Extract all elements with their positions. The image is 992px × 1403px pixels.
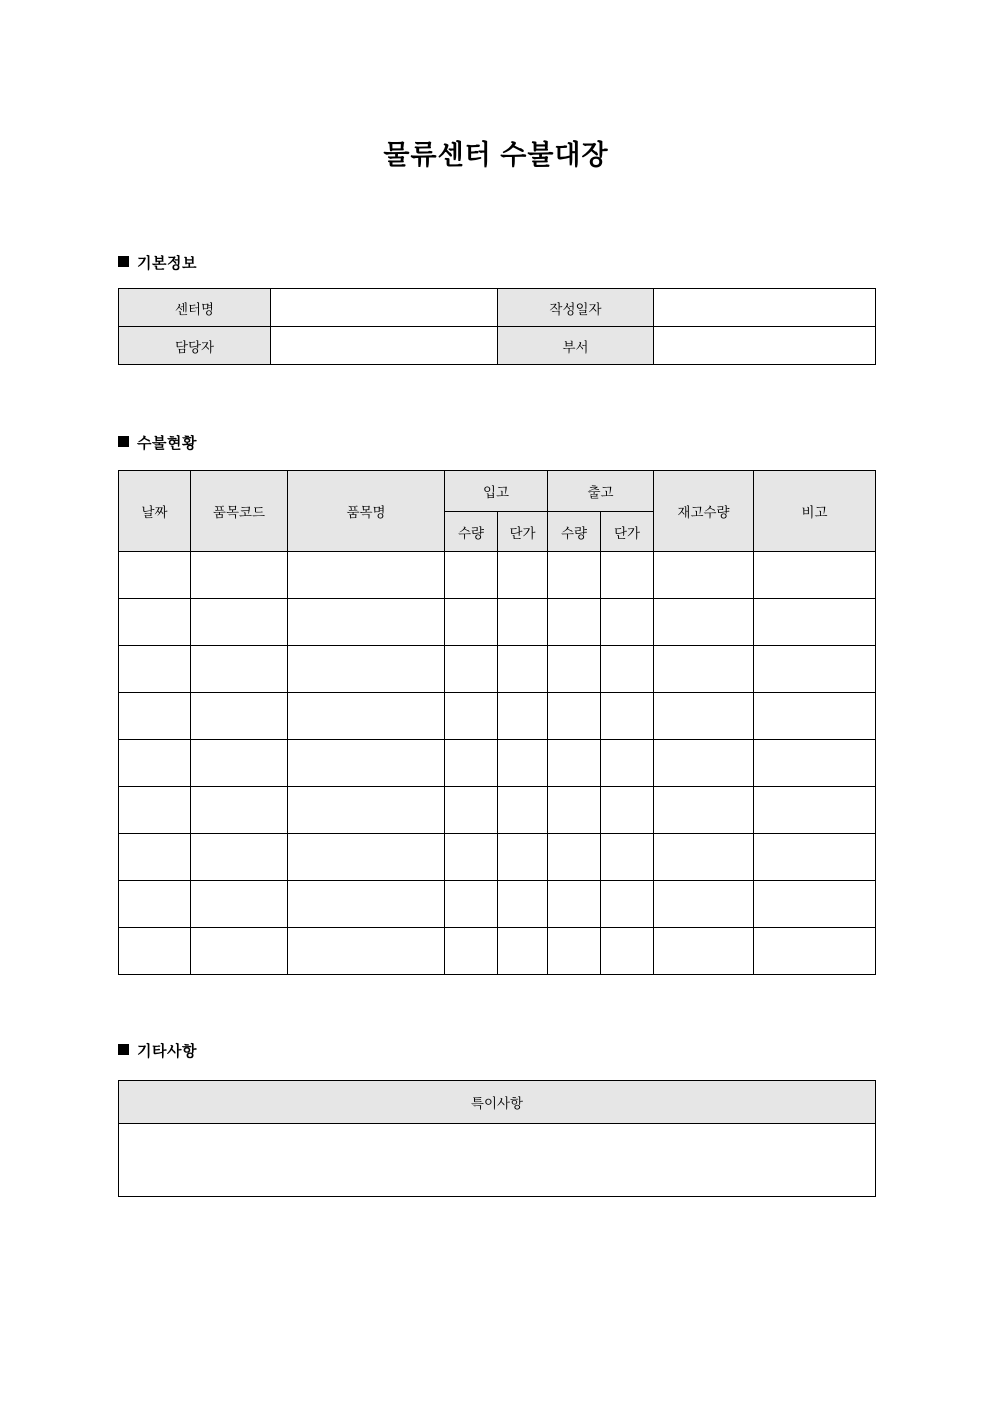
column-header-outbound-quantity: 수량 (548, 512, 601, 552)
other-matters-table (118, 1080, 876, 1197)
table-row (119, 787, 876, 834)
value-written-date[interactable] (654, 289, 876, 327)
cell-item-name[interactable] (288, 693, 445, 740)
value-person-in-charge[interactable] (271, 327, 498, 365)
cell-outbound-unit-price[interactable] (601, 928, 654, 975)
cell-stock-quantity[interactable] (654, 787, 754, 834)
cell-item-code[interactable] (191, 787, 288, 834)
cell-date[interactable] (119, 881, 191, 928)
cell-stock-quantity[interactable] (654, 552, 754, 599)
cell-remarks[interactable] (754, 599, 876, 646)
cell-remarks[interactable] (754, 693, 876, 740)
cell-item-name[interactable] (288, 881, 445, 928)
value-center-name[interactable] (271, 289, 498, 327)
cell-stock-quantity[interactable] (654, 928, 754, 975)
column-header-inbound-quantity: 수량 (445, 512, 498, 552)
column-header-outbound: 출고 (548, 471, 654, 512)
cell-inbound-quantity[interactable] (445, 646, 498, 693)
table-row (119, 327, 876, 365)
cell-date[interactable] (119, 646, 191, 693)
cell-item-name[interactable] (288, 928, 445, 975)
cell-outbound-unit-price[interactable] (601, 740, 654, 787)
inventory-status-table (118, 470, 876, 975)
cell-outbound-quantity[interactable] (548, 740, 601, 787)
label-department: 부서 (498, 327, 654, 365)
column-header-inbound: 입고 (445, 471, 548, 512)
table-row (119, 881, 876, 928)
square-bullet-icon (118, 256, 129, 267)
label-center-name: 센터명 (119, 289, 271, 327)
table-row (119, 552, 876, 599)
table-row (119, 1124, 876, 1197)
cell-outbound-unit-price[interactable] (601, 552, 654, 599)
cell-remarks[interactable] (754, 740, 876, 787)
cell-outbound-quantity[interactable] (548, 646, 601, 693)
section-heading-basic-info (118, 252, 197, 273)
cell-outbound-unit-price[interactable] (601, 834, 654, 881)
column-header-item-name: 품목명 (288, 471, 445, 552)
cell-item-code[interactable] (191, 881, 288, 928)
square-bullet-icon (118, 1044, 129, 1055)
cell-outbound-unit-price[interactable] (601, 693, 654, 740)
cell-date[interactable] (119, 693, 191, 740)
cell-item-name[interactable] (288, 646, 445, 693)
cell-item-name[interactable] (288, 834, 445, 881)
page-title: 물류센터 수불대장 (383, 140, 609, 170)
cell-outbound-unit-price[interactable] (601, 881, 654, 928)
cell-date[interactable] (119, 552, 191, 599)
table-row (119, 693, 876, 740)
cell-inbound-quantity[interactable] (445, 693, 498, 740)
column-header-inbound-unit-price: 단가 (498, 512, 548, 552)
cell-stock-quantity[interactable] (654, 646, 754, 693)
column-header-stock-quantity: 재고수량 (654, 471, 754, 552)
cell-item-code[interactable] (191, 928, 288, 975)
cell-inbound-quantity[interactable] (445, 787, 498, 834)
cell-inbound-quantity[interactable] (445, 928, 498, 975)
cell-outbound-quantity[interactable] (548, 787, 601, 834)
cell-outbound-quantity[interactable] (548, 928, 601, 975)
cell-inbound-quantity[interactable] (445, 552, 498, 599)
basic-info-table (118, 288, 876, 365)
column-header-special-notes: 특이사항 (119, 1081, 876, 1124)
square-bullet-icon (118, 436, 129, 447)
table-row (119, 928, 876, 975)
cell-item-name[interactable] (288, 787, 445, 834)
table-row (119, 834, 876, 881)
cell-inbound-unit-price[interactable] (498, 834, 548, 881)
section-heading-other-matters (118, 1040, 197, 1061)
cell-remarks[interactable] (754, 928, 876, 975)
cell-stock-quantity[interactable] (654, 693, 754, 740)
cell-inbound-quantity[interactable] (445, 740, 498, 787)
table-row (119, 599, 876, 646)
cell-remarks[interactable] (754, 646, 876, 693)
label-person-in-charge: 담당자 (119, 327, 271, 365)
cell-outbound-unit-price[interactable] (601, 787, 654, 834)
cell-stock-quantity[interactable] (654, 881, 754, 928)
value-department[interactable] (654, 327, 876, 365)
cell-date[interactable] (119, 928, 191, 975)
cell-date[interactable] (119, 787, 191, 834)
table-row (119, 289, 876, 327)
cell-outbound-quantity[interactable] (548, 552, 601, 599)
cell-item-name[interactable] (288, 552, 445, 599)
column-header-item-code: 품목코드 (191, 471, 288, 552)
table-header-row (119, 1081, 876, 1124)
cell-item-code[interactable] (191, 693, 288, 740)
label-written-date: 작성일자 (498, 289, 654, 327)
cell-inbound-unit-price[interactable] (498, 787, 548, 834)
cell-inbound-quantity[interactable] (445, 881, 498, 928)
cell-item-code[interactable] (191, 646, 288, 693)
cell-inbound-unit-price[interactable] (498, 646, 548, 693)
inventory-status-body (119, 552, 876, 975)
cell-outbound-unit-price[interactable] (601, 599, 654, 646)
cell-item-code[interactable] (191, 740, 288, 787)
value-special-notes[interactable] (119, 1124, 876, 1197)
table-row (119, 740, 876, 787)
cell-outbound-quantity[interactable] (548, 834, 601, 881)
cell-inbound-quantity[interactable] (445, 834, 498, 881)
cell-item-code[interactable] (191, 552, 288, 599)
cell-remarks[interactable] (754, 834, 876, 881)
cell-outbound-unit-price[interactable] (601, 646, 654, 693)
cell-outbound-quantity[interactable] (548, 881, 601, 928)
cell-date[interactable] (119, 740, 191, 787)
cell-date[interactable] (119, 599, 191, 646)
cell-inbound-unit-price[interactable] (498, 599, 548, 646)
section-heading-basic-info-label: 기본정보 (137, 255, 197, 272)
cell-item-code[interactable] (191, 834, 288, 881)
cell-stock-quantity[interactable] (654, 599, 754, 646)
cell-inbound-unit-price[interactable] (498, 740, 548, 787)
cell-date[interactable] (119, 834, 191, 881)
cell-outbound-quantity[interactable] (548, 599, 601, 646)
cell-remarks[interactable] (754, 787, 876, 834)
column-header-outbound-unit-price: 단가 (601, 512, 654, 552)
cell-item-name[interactable] (288, 740, 445, 787)
cell-stock-quantity[interactable] (654, 834, 754, 881)
cell-item-code[interactable] (191, 599, 288, 646)
table-header-row-top (119, 471, 876, 512)
cell-inbound-unit-price[interactable] (498, 928, 548, 975)
cell-stock-quantity[interactable] (654, 740, 754, 787)
table-row (119, 646, 876, 693)
cell-outbound-quantity[interactable] (548, 693, 601, 740)
section-heading-inventory-status (118, 432, 197, 453)
cell-remarks[interactable] (754, 552, 876, 599)
column-header-remarks: 비고 (754, 471, 876, 552)
section-heading-other-matters-label: 기타사항 (137, 1043, 197, 1060)
cell-inbound-unit-price[interactable] (498, 881, 548, 928)
cell-item-name[interactable] (288, 599, 445, 646)
cell-inbound-unit-price[interactable] (498, 693, 548, 740)
cell-inbound-unit-price[interactable] (498, 552, 548, 599)
cell-inbound-quantity[interactable] (445, 599, 498, 646)
column-header-date: 날짜 (119, 471, 191, 552)
cell-remarks[interactable] (754, 881, 876, 928)
section-heading-inventory-status-label: 수불현황 (137, 435, 197, 452)
